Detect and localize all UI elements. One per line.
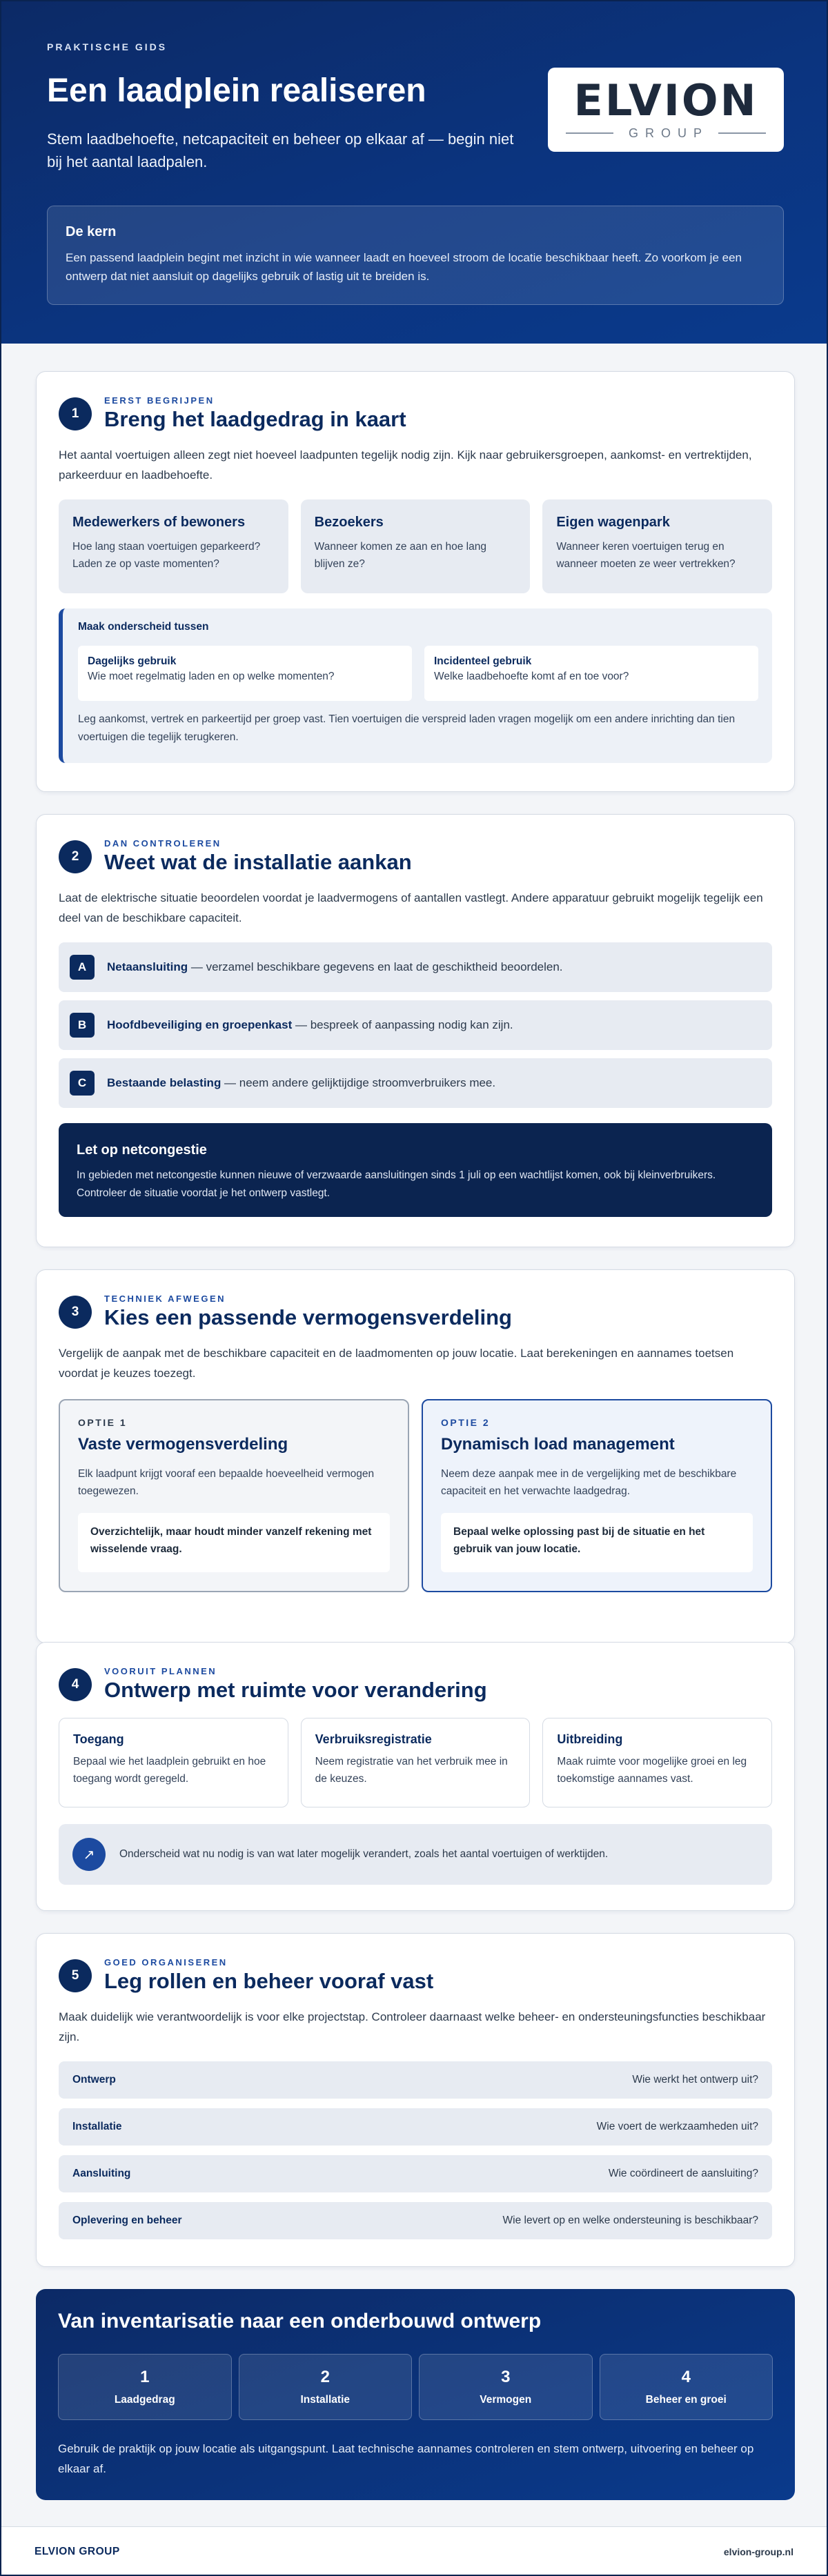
role-row <box>59 2108 772 2146</box>
role-label: Oplevering en beheer <box>72 2214 182 2226</box>
distinction-item-title: Dagelijks gebruik <box>88 655 177 667</box>
check-text <box>107 1076 495 1090</box>
section-title: Breng het laadgedrag in kaart <box>104 407 406 431</box>
section-intro: Vergelijk de aanpak met de beschikbare capaciteit en de laadmomenten op jouw locatie. Laat berekeningen en aannames toetsen voordat je keuzes toezegt. <box>59 1347 734 1380</box>
page-title: Een laadplein realiseren <box>47 72 426 109</box>
option-eyebrow: OPTIE 2 <box>441 1416 491 1428</box>
section-installatie <box>36 814 795 1247</box>
summary-title: Van inventarisatie naar een onderbouwd ontwerp <box>58 2310 542 2332</box>
logo-wordmark: ELVION <box>573 75 758 126</box>
role-question: Wie voert de werkzaamheden uit? <box>596 2120 758 2132</box>
summary-step-label: Installatie <box>300 2394 350 2406</box>
kern-title: De kern <box>66 224 117 239</box>
option-verdict: Bepaal welke oplossing past bij de situatie en het gebruik van jouw locatie. <box>441 1513 753 1572</box>
distinction-item <box>78 646 412 701</box>
section-verandering <box>36 1642 795 1911</box>
design-aspects <box>59 1718 772 1807</box>
section-eyebrow: DAN CONTROLEREN <box>104 838 221 849</box>
tile-text: Bepaal wie het laadplein gebruikt en hoe toegang wordt geregeld. <box>73 1756 266 1785</box>
callout-title: Maak onderscheid tussen <box>78 620 209 633</box>
summary-text: Gebruik de praktijk op jouw locatie als uitgangspunt. Laat technische aannames controleren en stem ontwerp, uitvoering en beheer op elkaar af. <box>58 2442 754 2475</box>
check-rest: — bespreek of aanpassing nodig kan zijn. <box>292 1018 513 1031</box>
check-item <box>59 1000 772 1050</box>
role-row <box>59 2155 772 2192</box>
summary-step-number: 2 <box>320 2368 330 2386</box>
section-header <box>59 1294 772 1330</box>
tile-title: Medewerkers of bewoners <box>72 514 246 530</box>
summary-step <box>58 2354 232 2420</box>
check-letter-badge: B <box>70 1013 95 1038</box>
section-eyebrow: VOORUIT PLANNEN <box>104 1666 217 1676</box>
tile-text: Neem registratie van het verbruik mee in de keuzes. <box>315 1756 508 1785</box>
alert-title: Let op netcongestie <box>77 1142 207 1158</box>
future-note <box>59 1824 772 1885</box>
option-text: Elk laadpunt krijgt vooraf een bepaalde hoeveelheid vermogen toegewezen. <box>78 1467 375 1498</box>
role-question: Wie werkt het ontwerp uit? <box>632 2073 758 2085</box>
check-text <box>107 960 563 974</box>
distinction-item <box>424 646 758 701</box>
elvion-logo <box>548 68 784 152</box>
kern-callout <box>47 206 784 305</box>
role-label: Installatie <box>72 2120 122 2132</box>
summary-steps <box>58 2354 773 2420</box>
option-title: Vaste vermogensverdeling <box>78 1434 288 1454</box>
netcongestie-alert <box>59 1123 772 1217</box>
summary-step-number: 4 <box>681 2368 691 2386</box>
option-verdict: Overzichtelijk, maar houdt minder vanzelf rekening met wisselende vraag. <box>78 1513 390 1572</box>
summary-step-number: 3 <box>501 2368 511 2386</box>
section-eyebrow: GOED ORGANISEREN <box>104 1957 228 1968</box>
summary-step-number: 1 <box>140 2368 150 2386</box>
step-number-badge: 2 <box>59 840 92 873</box>
role-question: Wie coördineert de aansluiting? <box>608 2167 758 2179</box>
section-titles <box>104 1666 487 1703</box>
design-aspect-tile <box>59 1718 288 1807</box>
section-title: Ontwerp met ruimte voor verandering <box>104 1678 487 1702</box>
section-intro: Laat de elektrische situatie beoordelen voordat je laadvermogens of aantallen vastlegt. Andere apparatuur gebruikt mogelijk tegelijk een deel van de beschikbare capaciteit. <box>59 891 763 924</box>
footer-url-link[interactable]: elvion-group.nl <box>723 2546 793 2557</box>
section-eyebrow: TECHNIEK AFWEGEN <box>104 1294 226 1304</box>
role-label: Aansluiting <box>72 2167 131 2179</box>
design-aspect-tile <box>301 1718 531 1807</box>
check-text <box>107 1018 513 1032</box>
role-row <box>59 2202 772 2239</box>
hero-lead: Stem laadbehoefte, netcapaciteit en beheer op elkaar af — begin niet bij het aantal laadpalen. <box>47 130 514 170</box>
role-row <box>59 2061 772 2099</box>
tile-text: Maak ruimte voor mogelijke groei en leg toekomstige aannames vast. <box>557 1756 747 1785</box>
section-laadgedrag <box>36 371 795 792</box>
tile-title: Bezoekers <box>314 514 384 530</box>
option-comparison <box>59 1399 772 1592</box>
tile-text: Wanneer keren voertuigen terug en wanneer moeten ze weer vertrekken? <box>556 540 736 570</box>
option-eyebrow: OPTIE 1 <box>78 1416 128 1428</box>
footer-brand: ELVION GROUP <box>34 2545 120 2557</box>
check-rest: — verzamel beschikbare gegevens en laat de geschiktheid beoordelen. <box>188 960 563 973</box>
callout-text: Leg aankomst, vertrek en parkeertijd per groep vast. Tien voertuigen die verspreid laden vragen mogelijk om een andere inrichting dan tien voertuigen die tegelijk terugkeren. <box>78 713 736 744</box>
check-rest: — neem andere gelijktijdige stroomverbruikers mee. <box>221 1076 496 1089</box>
section-title: Kies een passende vermogensverdeling <box>104 1305 512 1329</box>
tile-text: Wanneer komen ze aan en hoe lang blijven ze? <box>314 540 486 570</box>
tile-title: Eigen wagenpark <box>556 514 670 530</box>
role-label: Ontwerp <box>72 2073 116 2085</box>
hero-eyebrow: PRAKTISCHE GIDS <box>47 41 168 52</box>
role-list <box>59 2061 772 2239</box>
note-text: Onderscheid wat nu nodig is van wat later mogelijk verandert, zoals het aantal voertuigen of werktijden. <box>119 1848 609 1860</box>
section-titles <box>104 1957 433 1994</box>
step-number-badge: 3 <box>59 1296 92 1329</box>
option-text: Neem deze aanpak mee in de vergelijking met de beschikbare capaciteit en het verwachte laadgedrag. <box>441 1467 737 1498</box>
summary-step <box>419 2354 593 2420</box>
design-aspect-tile <box>542 1718 772 1807</box>
distinction-item-title: Incidenteel gebruik <box>434 655 532 667</box>
role-question: Wie levert op en welke ondersteuning is beschikbaar? <box>502 2214 758 2226</box>
summary-step <box>239 2354 413 2420</box>
tile-title: Uitbreiding <box>557 1732 623 1746</box>
distinction-item-text: Wie moet regelmatig laden en op welke momenten? <box>88 670 335 682</box>
section-intro: Het aantal voertuigen alleen zegt niet hoeveel laadpunten tegelijk nodig zijn. Kijk naar gebruikersgroepen, aankomst- en vertrektijden, parkeerduur en laadbehoefte. <box>59 448 752 482</box>
section-titles <box>104 838 412 875</box>
distinction-items <box>78 646 758 701</box>
check-letter-badge: C <box>70 1071 95 1096</box>
step-number-badge: 4 <box>59 1668 92 1701</box>
logo-subline <box>566 126 766 141</box>
check-bold: Bestaande belasting <box>107 1076 221 1089</box>
section-titles <box>104 1294 512 1330</box>
option-card-vast <box>59 1399 409 1592</box>
summary-step-label: Vermogen <box>480 2394 532 2406</box>
arrow-up-right-icon: ↗ <box>72 1838 106 1871</box>
section-header <box>59 838 772 875</box>
user-group-tile <box>542 499 772 593</box>
summary-step-label: Laadgedrag <box>114 2394 175 2406</box>
check-bold: Netaansluiting <box>107 960 188 973</box>
step-number-badge: 5 <box>59 1959 92 1992</box>
user-groups <box>59 499 772 593</box>
section-title: Leg rollen en beheer vooraf vast <box>104 1969 434 1993</box>
section-eyebrow: EERST BEGRIJPEN <box>104 395 215 406</box>
logo-subtext: GROUP <box>629 126 709 140</box>
distinction-item-text: Welke laadbehoefte komt af en toe voor? <box>434 670 629 682</box>
tile-title: Verbruiksregistratie <box>315 1732 432 1746</box>
section-title: Weet wat de installatie aankan <box>104 850 412 874</box>
logo-rule-left <box>566 132 613 134</box>
user-group-tile <box>301 499 531 593</box>
option-card-dynamisch <box>422 1399 772 1592</box>
section-header <box>59 395 772 432</box>
summary-step <box>600 2354 773 2420</box>
distinction-callout <box>59 608 772 763</box>
option-title: Dynamisch load management <box>441 1434 675 1454</box>
hero <box>1 1 827 344</box>
step-number-badge: 1 <box>59 397 92 430</box>
tile-title: Toegang <box>73 1732 124 1746</box>
logo-rule-right <box>718 132 766 134</box>
check-list <box>59 942 772 1108</box>
section-header <box>59 1957 772 1994</box>
section-vermogensverdeling <box>36 1269 795 1643</box>
section-rollen <box>36 1933 795 2267</box>
section-intro: Maak duidelijk wie verantwoordelijk is voor elke projectstap. Controleer daarnaast welke beheer- en ondersteuningsfuncties beschikbaar zijn. <box>59 2010 766 2043</box>
check-item <box>59 1058 772 1108</box>
check-item <box>59 942 772 992</box>
check-letter-badge: A <box>70 955 95 980</box>
kern-text: Een passend laadplein begint met inzicht in wie wanneer laadt en hoeveel stroom de locatie beschikbaar heeft. Zo voorkom je een ontwerp dat niet aansluit op dagelijks gebruik of lastig uit te breiden is. <box>66 251 742 284</box>
summary-banner <box>36 2289 795 2500</box>
alert-text: In gebieden met netcongestie kunnen nieuwe of verzwaarde aansluitingen sinds 1 juli op een wachtlijst komen, ook bij kleinverbruikers. Controleer de situatie voordat je het ontwerp vastlegt. <box>77 1169 716 1200</box>
check-bold: Hoofdbeveiliging en groepenkast <box>107 1018 293 1031</box>
tile-text: Hoe lang staan voertuigen geparkeerd? Laden ze op vaste momenten? <box>72 540 261 570</box>
section-titles <box>104 395 406 432</box>
summary-step-label: Beheer en groei <box>645 2394 727 2406</box>
user-group-tile <box>59 499 288 593</box>
section-header <box>59 1666 772 1703</box>
footer <box>1 2526 827 2576</box>
